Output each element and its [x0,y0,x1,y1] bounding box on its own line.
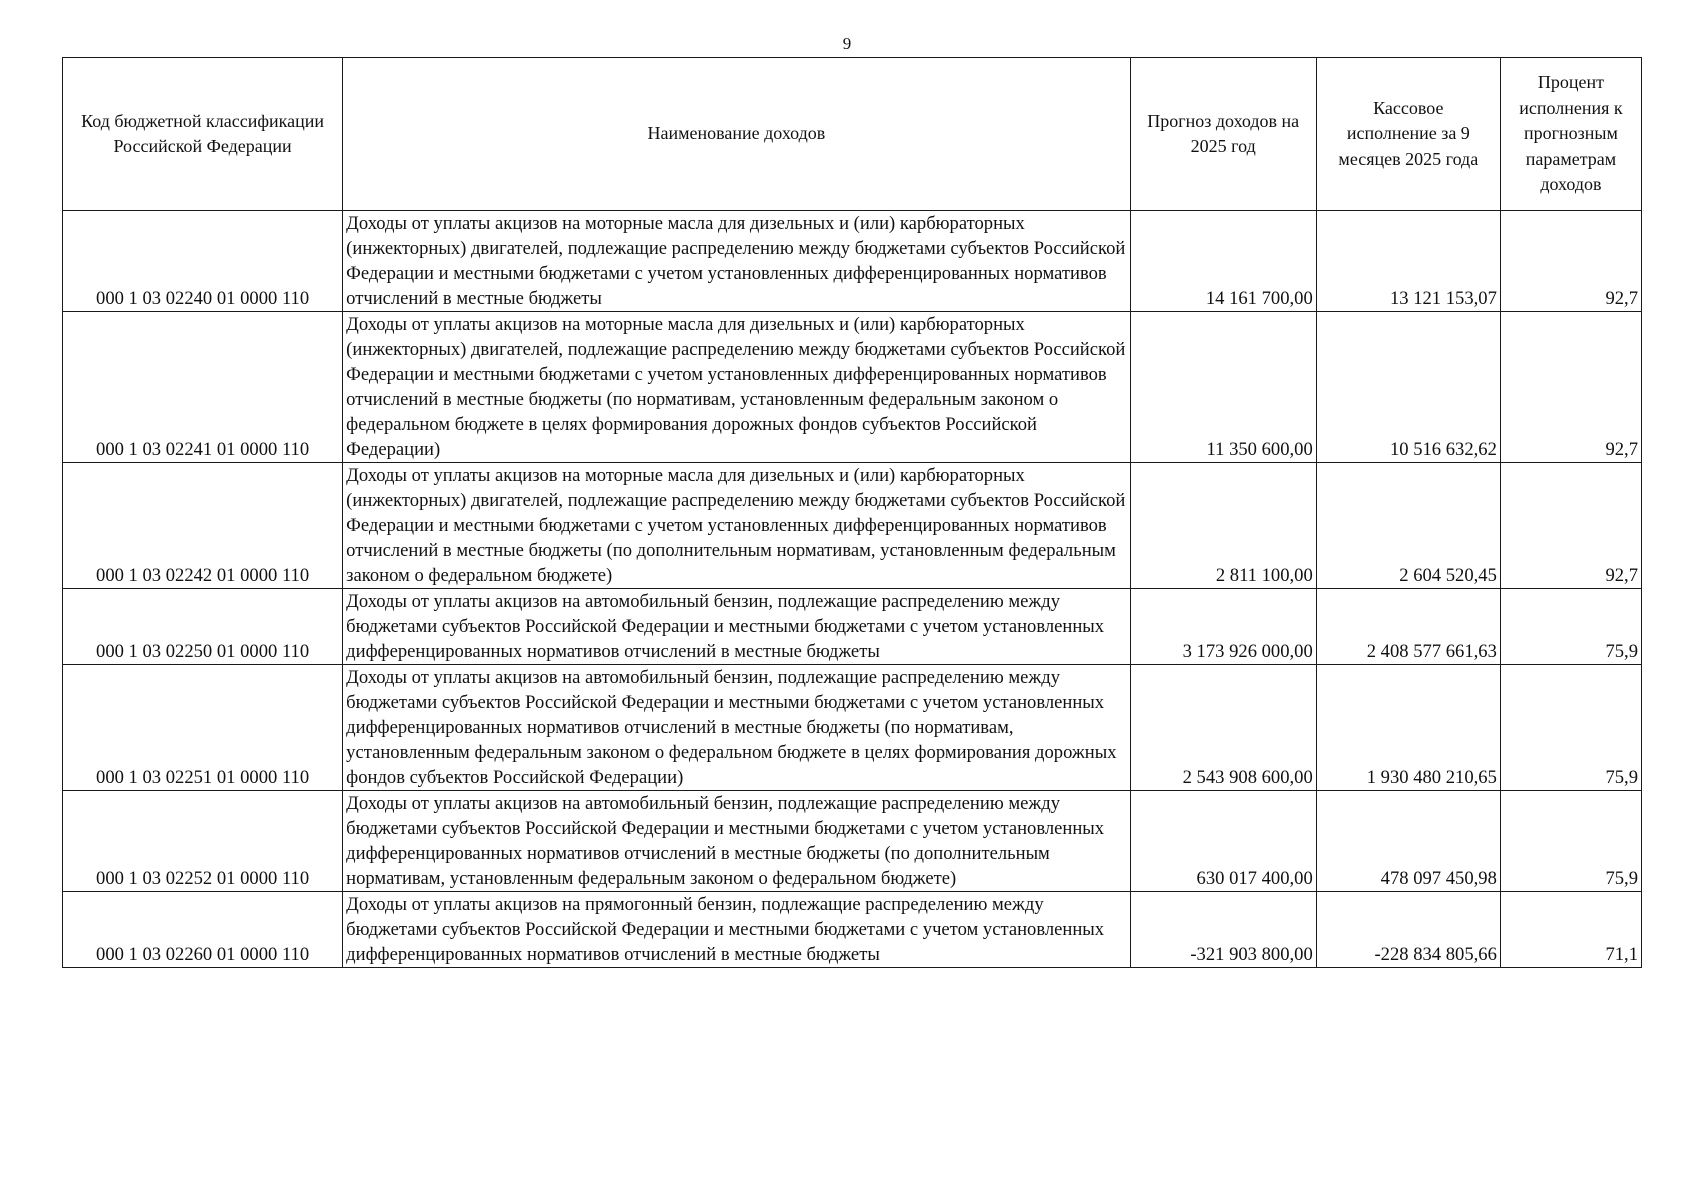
table-row [63,312,1642,463]
row-execution: 13 121 153,07 [1316,211,1500,312]
row-percent: 71,1 [1500,892,1641,968]
table-header-row [63,58,1642,211]
header-percent: Процент исполнения к прогнозным параметрам доходов [1500,58,1641,211]
table-row [63,463,1642,589]
row-name: Доходы от уплаты акцизов на автомобильный бензин, подлежащие распределению между бюджетами субъектов Российской Федерации и местными бюджетами с учетом установленных дифференцированных нормативов отчислений в местные бюджеты (по дополнительным нормативам, установленным федеральным законом о федеральном бюджете) [343,791,1130,892]
row-forecast: 2 543 908 600,00 [1130,665,1316,791]
row-percent: 75,9 [1500,665,1641,791]
table-row [63,211,1642,312]
row-forecast: -321 903 800,00 [1130,892,1316,968]
row-forecast: 630 017 400,00 [1130,791,1316,892]
table-row [63,589,1642,665]
row-code: 000 1 03 02250 01 0000 110 [63,589,343,665]
header-name: Наименование доходов [343,58,1130,211]
row-code: 000 1 03 02252 01 0000 110 [63,791,343,892]
row-name: Доходы от уплаты акцизов на моторные масла для дизельных и (или) карбюраторных (инжекторных) двигателей, подлежащие распределению между бюджетами субъектов Российской Федерации и местными бюджетами с учетом установленных дифференцированных нормативов отчислений в местные бюджеты [343,211,1130,312]
header-execution: Кассовое исполнение за 9 месяцев 2025 года [1316,58,1500,211]
row-code: 000 1 03 02241 01 0000 110 [63,312,343,463]
table-row [63,791,1642,892]
row-percent: 92,7 [1500,312,1641,463]
row-percent: 92,7 [1500,211,1641,312]
row-forecast: 2 811 100,00 [1130,463,1316,589]
row-execution: 1 930 480 210,65 [1316,665,1500,791]
row-forecast: 14 161 700,00 [1130,211,1316,312]
row-code: 000 1 03 02242 01 0000 110 [63,463,343,589]
row-name: Доходы от уплаты акцизов на автомобильный бензин, подлежащие распределению между бюджетами субъектов Российской Федерации и местными бюджетами с учетом установленных дифференцированных нормативов отчислений в местные бюджеты (по нормативам, установленным федеральным законом о федеральном бюджете в целях формирования дорожных фондов субъектов Российской Федерации) [343,665,1130,791]
row-code: 000 1 03 02251 01 0000 110 [63,665,343,791]
page-number: 9 [842,34,852,53]
row-name: Доходы от уплаты акцизов на моторные масла для дизельных и (или) карбюраторных (инжекторных) двигателей, подлежащие распределению между бюджетами субъектов Российской Федерации и местными бюджетами с учетом установленных дифференцированных нормативов отчислений в местные бюджеты (по нормативам, установленным федеральным законом о федеральном бюджете в целях формирования дорожных фондов субъектов Российской Федерации) [343,312,1130,463]
row-execution: -228 834 805,66 [1316,892,1500,968]
row-execution: 478 097 450,98 [1316,791,1500,892]
row-code: 000 1 03 02240 01 0000 110 [63,211,343,312]
row-code: 000 1 03 02260 01 0000 110 [63,892,343,968]
row-percent: 75,9 [1500,791,1641,892]
row-percent: 75,9 [1500,589,1641,665]
row-name: Доходы от уплаты акцизов на автомобильный бензин, подлежащие распределению между бюджетами субъектов Российской Федерации и местными бюджетами с учетом установленных дифференцированных нормативов отчислений в местные бюджеты [343,589,1130,665]
row-percent: 92,7 [1500,463,1641,589]
revenue-table [62,57,1642,968]
header-forecast: Прогноз доходов на 2025 год [1130,58,1316,211]
table-row [63,665,1642,791]
row-forecast: 11 350 600,00 [1130,312,1316,463]
row-execution: 2 408 577 661,63 [1316,589,1500,665]
header-code: Код бюджетной классификации Российской Федерации [63,58,343,211]
row-name: Доходы от уплаты акцизов на моторные масла для дизельных и (или) карбюраторных (инжекторных) двигателей, подлежащие распределению между бюджетами субъектов Российской Федерации и местными бюджетами с учетом установленных дифференцированных нормативов отчислений в местные бюджеты (по дополнительным нормативам, установленным федеральным законом о федеральном бюджете) [343,463,1130,589]
row-execution: 10 516 632,62 [1316,312,1500,463]
row-name: Доходы от уплаты акцизов на прямогонный бензин, подлежащие распределению между бюджетами субъектов Российской Федерации и местными бюджетами с учетом установленных дифференцированных нормативов отчислений в местные бюджеты [343,892,1130,968]
table-row [63,892,1642,968]
row-forecast: 3 173 926 000,00 [1130,589,1316,665]
row-execution: 2 604 520,45 [1316,463,1500,589]
